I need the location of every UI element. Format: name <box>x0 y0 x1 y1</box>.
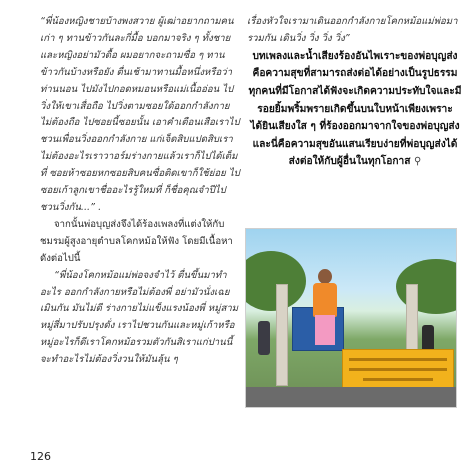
highlight-text: บทเพลงและน้ำเสียงร้องอันไพเราะของพ่อบุญส่งคือความสุขที่สามารถส่งต่อได้อย่างเป็นรูปธรรม ทุกคนที่มีโอกาสได้ฟังจะเกิดความประทับใจและมีรอยยิ้มพริ้มพรายเกิดขึ้นบนใบหน้าเพียงเพราะได้ยินเสียงใส ๆ ที่ร้องออกมาจากใจของพ่อบุญส่ง และนี่คือความสุขอันแสนเรียบง่ายที่พ่อบุญส่งได้ส่งต่อให้กับผู้อื่นในทุกโอกาส <box>248 50 462 168</box>
event-photo <box>245 228 457 408</box>
event-banner <box>342 349 454 391</box>
stage-floor <box>246 387 456 407</box>
right-column <box>247 14 463 171</box>
left-column <box>40 14 240 369</box>
audience-person <box>258 321 270 355</box>
song-lyrics-one: “พี่น้องหญิงชายบ้างพงสวาย ผู้เฒ่าอยากถามคนเก่า ๆ ทานข้าวกันละกี่มื้อ บอกมาจริง ๆ ทั้งชายและหญิงอย่ามัวดื้อ ผมอยากจะถามซื่อ ๆ ทานข้าวกันบ้างหรือยัง ตื่นเช้ามาทานมื้อหนึ่งหรือว่าท่านนอน ไปมังไปกอดหมอนหรือแม่เนื้ออ่อน ไปวิ่งให้เขาเสื่อถือ ไปวิ่งตามซอยใด้ออกกำลังกายไม่ต้องถือ ไปซอยนี้ซอยนั้น เอาคำเตือนเสือเราไปชวนเพื่อนวิ่งออกกำลังกาย แก่เจ็ดสิบแปดสิบเราไม่ต้องอะไรเราวาอร์มร่างกายแล้วเราก็ไปได้เต็มที่ ซอยห้าซอยหกซอยสิบคนซื่อติดเขาก็ใช้ย่อย ไปซอยเก้าลูกเขาชื่ออะไรรู้ใหมที่ ก็ชื่อคุณจำปีไปชวนวิ่งกัน...” . <box>40 16 240 213</box>
song-lyrics-two: “พี่น้องโคกหม้อแม่พ่อจงจำไว้ ตื่นขึ้นมาทำอะไร ออกกำลังกายหรือไม่ต้องพี่ อย่ามัวนั่งเฉยเมินกัน มันไม่ดี ร่างกายไม่แข็งแรงน้องพี่ หมู่สามหมู่สี่มาปรับปรุงดั่ง เราไปชวนกันและหมู่เก้าหรือหมู่อะไรก็ดีเราโคกหม้อรวมตัวกันสิเราแก่ปานนี้จะทำอะไรไม่ต้องวิ่งวนให้มันลุ้น ๆ <box>40 269 239 366</box>
song-lyrics-continued: เรื่องหัวใจเรามาเดินออกกำลังกายโคกหม้อแม่พ่อมารวมกัน เดินวิ่ง วิ่ง วิ่ง วิ่ง” <box>247 16 458 44</box>
singer-head <box>318 269 332 284</box>
singer-trousers <box>315 315 335 345</box>
singer-shirt <box>313 283 337 317</box>
page-number: 126 <box>30 450 51 463</box>
pavilion-post <box>276 284 288 386</box>
highlight-paragraph <box>247 48 463 171</box>
body-paragraph: จากนั้นพ่อบุญส่งจึงได้ร้องเพลงที่แต่งให้กับชมรมผู้สูงอายุตำบลโคกหม้อให้ฟัง โดยมีเนื้อหาดังต่อไปนี้ <box>40 218 233 264</box>
location-pin-icon: ⚲ <box>414 156 422 168</box>
